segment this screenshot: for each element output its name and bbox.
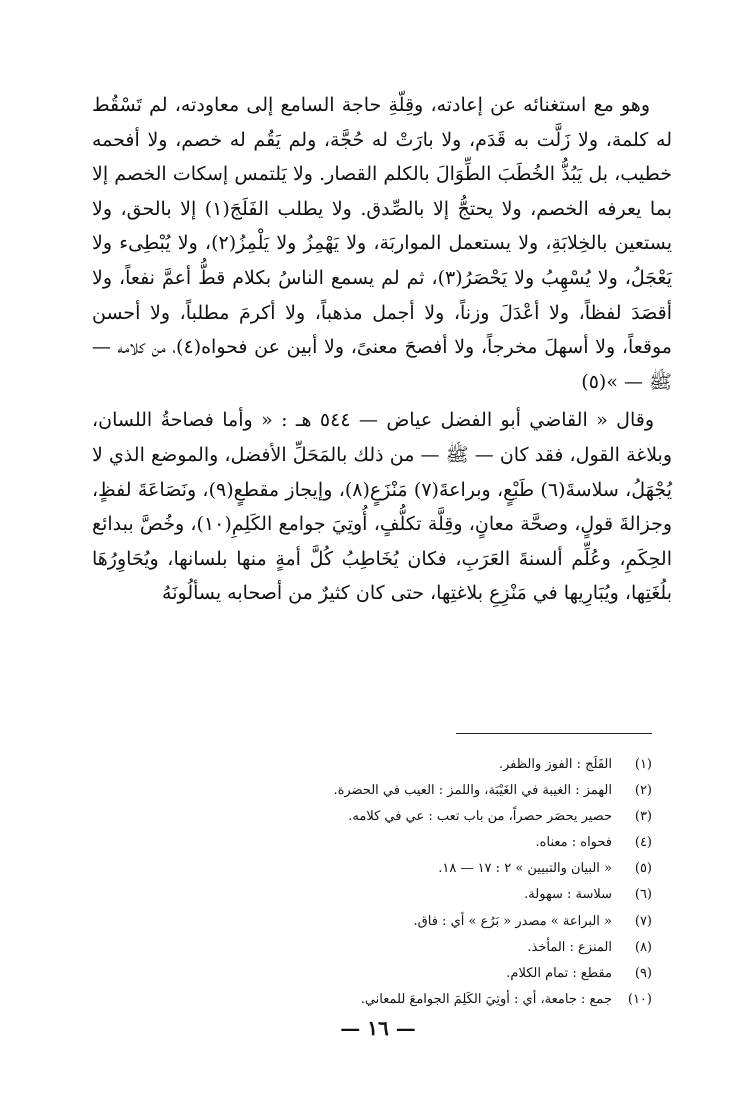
footnote-text: مقطع : تمام الكلام. <box>506 965 612 981</box>
footnote-number: (١) <box>634 757 652 772</box>
footnote-7 <box>192 909 652 935</box>
footnote-text: جمع : جامعة، أي : أوتِيَ الكَلِمَ الجوامعَ للمعاني. <box>360 991 612 1007</box>
footnote-number: (١٠) <box>627 991 652 1007</box>
footnote-separator <box>456 733 652 734</box>
footnote-number: (٧) <box>634 913 652 929</box>
footnote-6 <box>192 882 652 908</box>
footnote-5 <box>192 856 652 882</box>
footnote-number: (٤) <box>634 835 652 851</box>
footnote-text: الفَلَج : الفوز والظفر. <box>498 757 612 772</box>
footnote-text: حصير يحصَر حصراً، من باب تعب : عي في كلامه. <box>348 809 612 825</box>
footnote-9 <box>192 961 652 987</box>
footnote-text: فحواه : معناه. <box>535 835 612 851</box>
paragraph-qadi-iyad-quote: وقال « القاضي أبو الفضل عياض — ٥٤٤ هـ : « وأما فصاحةُ اللسان، وبلاغة القول، فقد كان — ﷺ — من ذلك بالمَحَلِّ الأفضل، والموضع الذي لا يُجْهَلُ، سلاسةَ(٦) طَبْعٍ، وبراعةَ(٧) مَنْزَعٍ(٨)، وإيجاز مقطعٍ(٩)، ونَصَاعَةَ لفظٍ، وجزالةَ قولٍ، وصحَّة معانٍ، وقِلَّة تكلُّفٍ، أُوتِيَ جوامع الكَلِمِ(١٠)، وخُصَّ ببدائع الحِكَمِ، وعُلِّم ألسنةَ العَرَبِ، فكان يُخَاطِبُ كُلَّ أمةٍ منها بلسانها، ويُحَاوِرُهَا بلُغَتِها، ويُبَارِيها في مَنْزِعِ بلاغتِها، حتى كان كثيرٌ من أصحابه يسألُونَهُ <box>92 409 673 605</box>
footnote-text: الهمز : الغيبة في الغَيْبَة، واللمز : العيب في الحضرة. <box>333 783 612 799</box>
footnote-text: « البراعة » مصدر « بَرُع » أي : فاق. <box>413 913 612 929</box>
footnote-number: (٣) <box>634 809 652 825</box>
footnote-8 <box>192 935 652 961</box>
footnote-2 <box>192 778 652 804</box>
footnote-1 <box>192 752 652 778</box>
footnote-text: المنزع : المأخذ. <box>527 939 612 955</box>
footnote-number: (٨) <box>634 939 652 955</box>
footnote-number: (٥) <box>634 861 652 877</box>
footnotes-list <box>192 752 652 1013</box>
footnote-3 <box>192 804 652 830</box>
page-number: — ١٦ — <box>340 1016 416 1040</box>
paragraph-jahiz-quote: وهو مع استغنائه عن إعادته، وقِلّةِ حاجة السامع إلى معاودته، لم تَسْقُط له كلمة، ولا زَلَّت به قَدَم، ولا بارَتْ له حُجَّة، ولم يَقُم له خصم، ولا أفحمه خطيب، بل يَبُذُّ الخُطَبَ الطِّوَالَ بالكلم القصار. ولا يَلتمس إسكات الخصم إلا بما يعرفه الخصم، ولا يحتجُّ إلا بالصِّدق. ولا يطلب الفَلَجَ(١) إلا بالحق، ولا يستعين بالخِلابَةِ، ولا يستعمل المواربَة، ولا يَهْمِزُ ولا يَلْمِزُ(٢)، ولا يُبْطِىء ولا يَعْجَلُ، ولا يُسْهِبُ ولا يَحْصَرُ(٣)، ثم لم يسمع الناسُ بكلام قطُّ أعمَّ نفعاً، ولا أقصَدَ لفظاً، ولا أعْدَلَ وزناً، ولا أجمل مذهباً، ولا أكرمَ مطلباً، ولا أحسن موقعاً، ولا أسهلَ مخرجاً، ولا أفصحَ معنىً، ولا أبين عن فحواه(٤)، من كلامه — ﷺ — »(٥) <box>92 94 672 393</box>
footnote-text: « البيان والتبيين » ٢ : ١٧ — ١٨. <box>438 861 612 877</box>
footnote-number: (٩) <box>634 965 652 981</box>
footnote-4 <box>192 830 652 856</box>
footnote-number: (٦) <box>634 887 652 903</box>
footnote-number: (٢) <box>634 783 652 799</box>
footnote-10 <box>192 987 652 1013</box>
main-text <box>92 88 672 611</box>
footnote-text: سلاسة : سهولة. <box>524 887 612 903</box>
